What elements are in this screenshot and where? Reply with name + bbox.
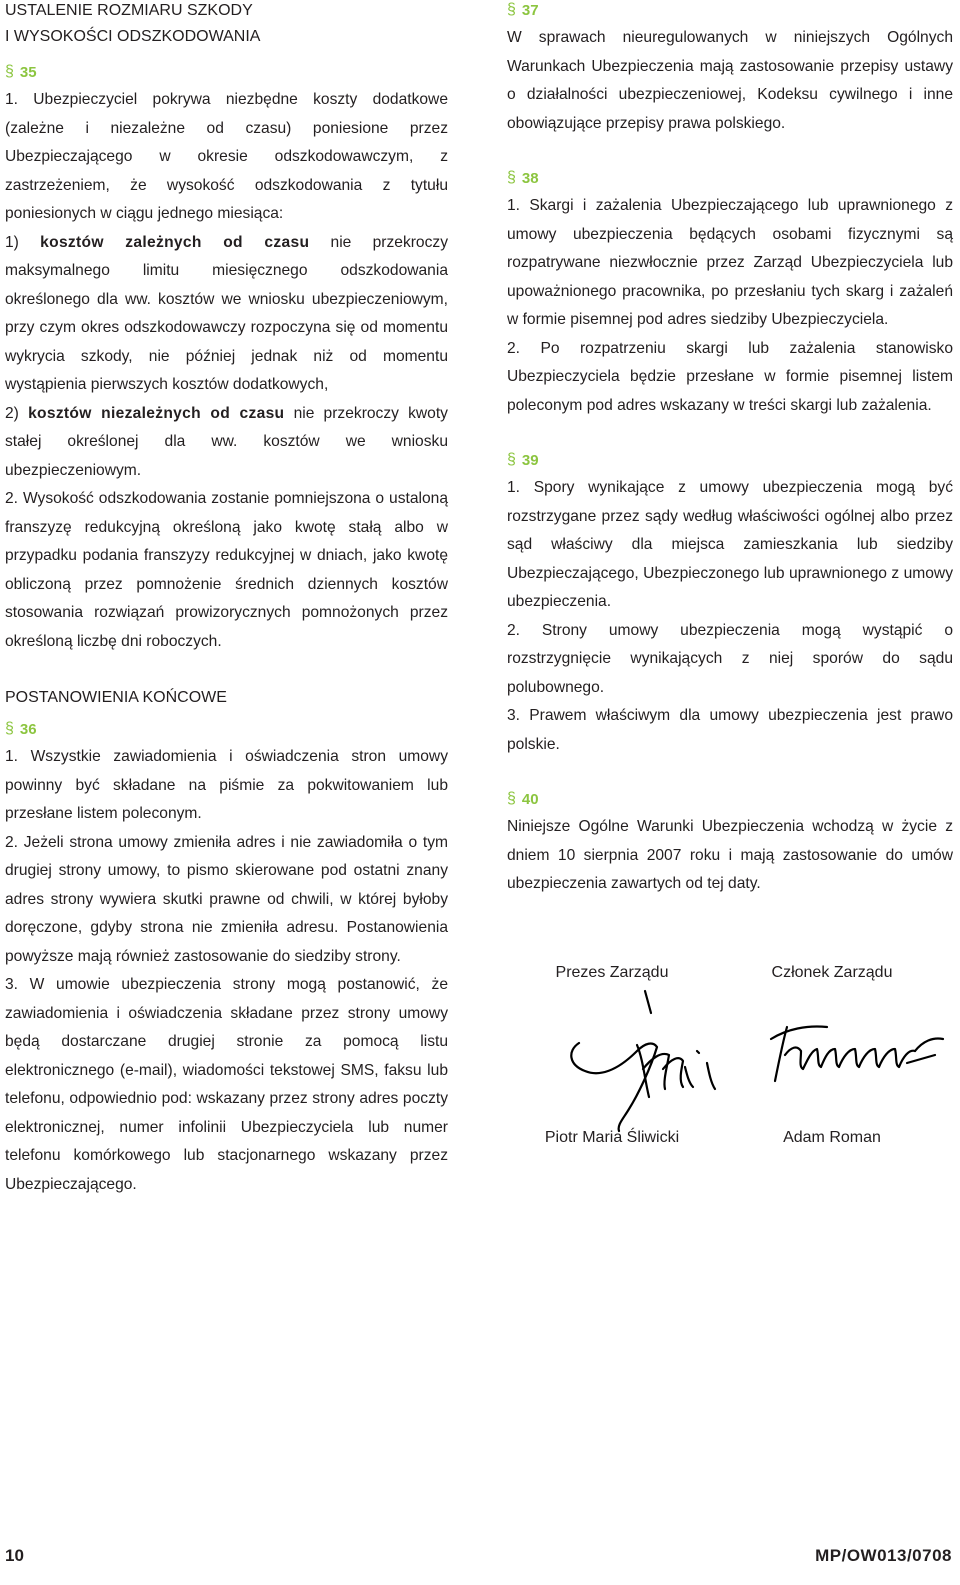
signature-mark-right — [757, 1011, 957, 1101]
heading-postanowienia: POSTANOWIENIA KOŃCOWE — [5, 689, 227, 706]
item-prefix: 1) — [5, 233, 19, 251]
s36-p3: 3. W umowie ubezpieczenia strony mogą postanowić, że zawiadomienia i oświadczenia składane przez strony umowy będą dostarczane drugiej stronie za pomocą listu elektronicznego (e-mail), wiadomości tekstowej SMS, faksu lub telefonu, odpowiednio pod: wskazany przez strony adres poczty elektronicznej, numer infolinii Ubezpieczyciela lub numer telefonu komórkowego lub stacjonarnego wskazany przez Ubezpieczającego. — [5, 976, 448, 1193]
section-marker-38 — [507, 164, 953, 192]
s35-p1-item2 — [5, 400, 448, 486]
s35-p2: 2. Wysokość odszkodowania zostanie pomniejszona o ustaloną franszyzę redukcyjną określoną jako kwotę stałą albo w przypadku podania franszyzy redukcyjnej w dniach, jako kwotę obliczoną przez pomnożenie średnich dziennych kosztów stosowania rozwiązań prowizorycznych pomnożonych przez określoną liczbę dni roboczych. — [5, 490, 448, 650]
section-marker-35 — [5, 58, 448, 86]
document-code: MP/OW013/0708 — [815, 1546, 952, 1565]
section-number: 38 — [521, 169, 539, 187]
signature-title: Prezes Zarządu — [555, 964, 669, 981]
s39-p1: 1. Spory wynikające z umowy ubezpieczenia mogą być rozstrzygane przez sądy według właściwości ogólnej albo przez sąd właściwy dla miejsca zamieszkania lub siedziby Ubezpieczającego, Ubezpieczonego lub uprawnionego z umowy ubezpieczenia. — [507, 479, 953, 610]
section-sign-icon: § — [5, 720, 14, 737]
signature-area — [507, 955, 953, 1165]
signature-title: Członek Zarządu — [771, 964, 893, 981]
s35-p1: 1. Ubezpieczyciel pokrywa niezbędne koszty dodatkowe (zależne i niezależne od czasu) poniesione przez Ubezpieczającego w okresie odszkodowawczym, z zastrzeżeniem, że wysokość odszkodowania z tytułu poniesionych w ciągu jednego miesiąca: — [5, 91, 448, 222]
section-sign-icon: § — [5, 63, 14, 80]
section-sign-icon: § — [507, 169, 516, 186]
item-text: nie przekroczy maksymalnego limitu miesięcznego odszkodowania określonego dla ww. kosztów we wniosku ubezpieczeniowym, przy czym okres odszkodowawczy rozpoczyna się od momentu wykrycia szkody, nie później jednak niż od momentu wystąpienia pierwszych kosztów dodatkowych, — [5, 233, 448, 393]
section-number: 36 — [19, 720, 37, 738]
s35-p1-item1 — [5, 229, 448, 400]
item-text: nie przekroczy kwoty stałej określonej dla ww. kosztów we wniosku ubezpieczeniowym. — [5, 404, 448, 479]
s37-p1: W sprawach nieuregulowanych w niniejszych Ogólnych Warunkach Ubezpieczenia mają zastosowanie przepisy ustawy o działalności ubezpieczeniowej, Kodeksu cywilnego i inne obowiązujące przepisy prawa polskiego. — [507, 29, 953, 132]
s36-p2: 2. Jeżeli strona umowy zmieniła adres i nie zawiadomiła o tym drugiej strony umowy, to pismo skierowane pod ostatni znany adres strony wywiera skutki prawne od chwili, w której byłoby doręczone, gdyby strona nie zmieniła adresu. Postanowienia powyższe mają również zastosowanie do siedziby strony. — [5, 833, 448, 965]
s36-p1: 1. Wszystkie zawiadomienia i oświadczenia stron umowy powinny być składane na piśmie za pokwitowaniem lub przesłane listem poleconym. — [5, 748, 448, 822]
section-sign-icon: § — [507, 451, 516, 468]
right-column — [507, 0, 953, 899]
s39-p3: 3. Prawem właściwym dla umowy ubezpieczenia jest prawo polskie. — [507, 707, 953, 753]
heading-wysokosci: I WYSOKOŚCI ODSZKODOWANIA — [5, 28, 261, 45]
section-number: 35 — [19, 63, 37, 81]
section-marker-39 — [507, 446, 953, 474]
heading-ustalenie: USTALENIE ROZMIARU SZKODY — [5, 2, 253, 19]
section-sign-icon: § — [507, 790, 516, 807]
page-number: 10 — [5, 1546, 24, 1565]
signature-mark-left — [547, 985, 737, 1135]
s40-p1: Niniejsze Ogólne Warunki Ubezpieczenia wchodzą w życie z dniem 10 sierpnia 2007 roku i mają zastosowanie do umów ubezpieczenia zawartych od tej daty. — [507, 818, 953, 892]
left-column — [5, 0, 448, 1199]
item-prefix: 2) — [5, 404, 19, 422]
signature-left — [517, 963, 707, 983]
signature-name: Piotr Maria Śliwicki — [544, 1129, 680, 1146]
section-sign-icon: § — [507, 1, 516, 18]
item-bold: kosztów niezależnych od czasu — [28, 404, 285, 422]
section-number: 40 — [521, 790, 539, 808]
signature-right — [737, 963, 927, 983]
s39-p2: 2. Strony umowy ubezpieczenia mogą wystąpić o rozstrzygnięcie wynikających z niej sporów do sądu polubownego. — [507, 621, 953, 696]
section-marker-36 — [5, 715, 448, 743]
s38-p1: 1. Skargi i zażalenia Ubezpieczającego lub uprawnionego z umowy ubezpieczenia będących osobami fizycznymi są rozpatrywane niezwłocznie przez Zarząd Ubezpieczyciela lub upoważnionego pracownika, po przesłaniu tych skarg i zażaleń w formie pisemnej pod adres siedziby Ubezpieczyciela. — [507, 197, 953, 328]
item-bold: kosztów zależnych od czasu — [40, 233, 310, 251]
s38-p2: 2. Po rozpatrzeniu skargi lub zażalenia stanowisko Ubezpieczyciela będzie przesłane w formie pisemnej listem poleconym pod adres wskazany w treści skargi lub zażalenia. — [507, 339, 953, 414]
section-marker-37 — [507, 0, 953, 24]
section-number: 37 — [521, 1, 539, 19]
signature-right-name-wrap — [737, 1128, 927, 1148]
signature-left-name-wrap — [517, 1128, 707, 1148]
signature-name: Adam Roman — [783, 1129, 881, 1146]
section-marker-40 — [507, 785, 953, 813]
section-number: 39 — [521, 451, 539, 469]
